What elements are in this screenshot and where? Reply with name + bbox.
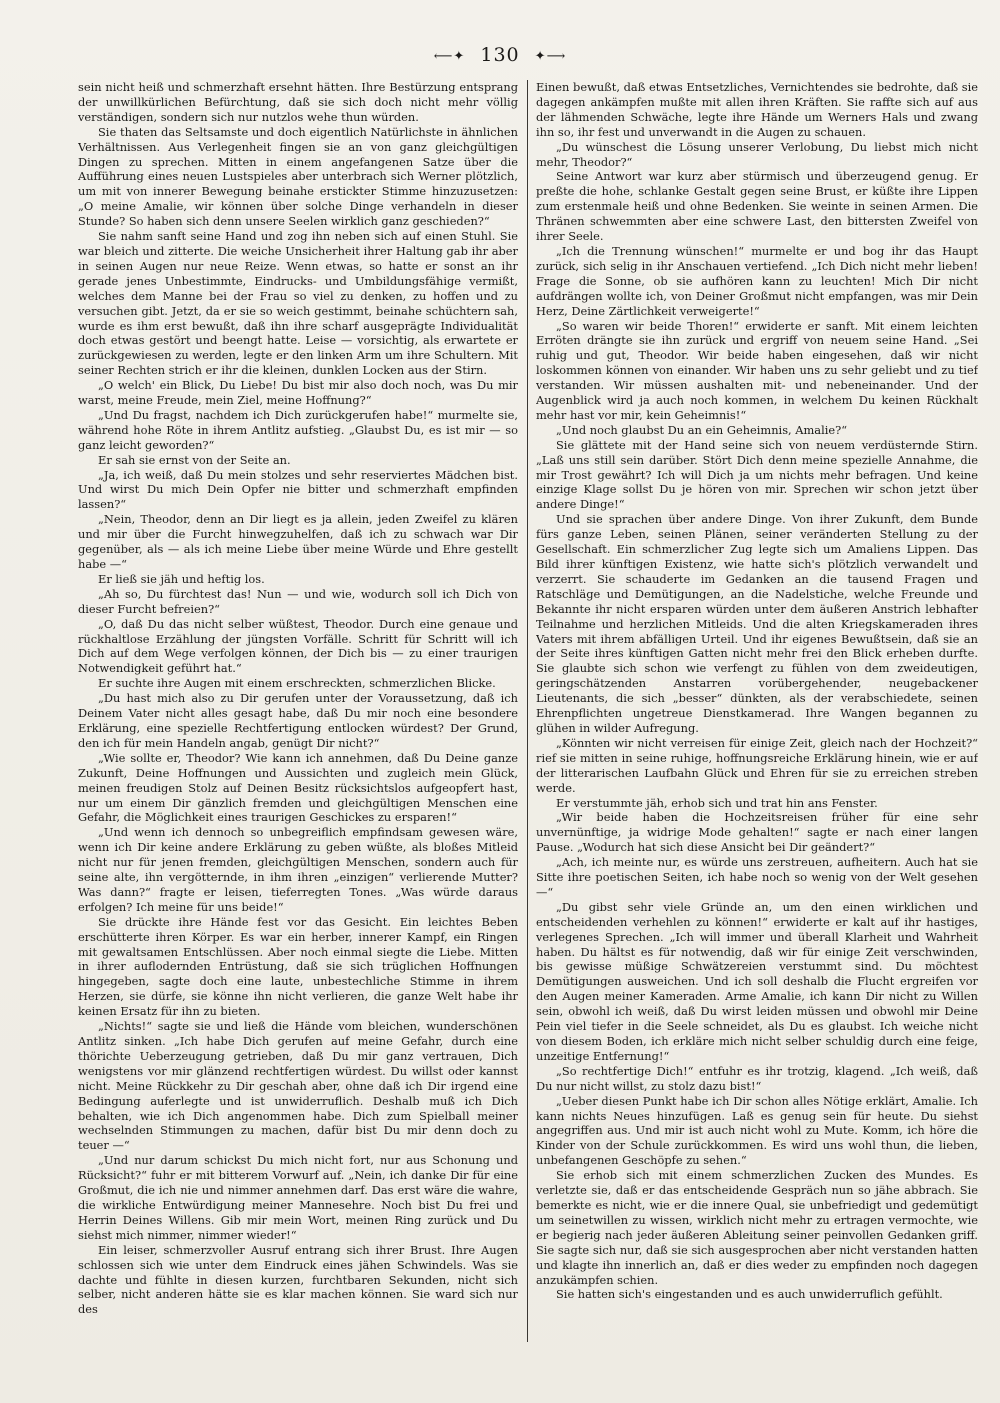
- paragraph: „Du gibst sehr viele Gründe an, um den einen wirklichen und entscheidenden verhehlen zu können!“ erwiderte er kalt auf ihr hastiges, verlegenes Sprechen. „Ich will immer und überall Klarheit und Wahrheit haben. Du hältst es für notwendig, daß wir für einige Zeit verschwinden, bis gewisse müßige Schwätzereien verstummt sind. Du möchtest Demütigungen ausweichen. Und ich soll deshalb die Flucht ergreifen vor den Augen meiner Kameraden. Arme Amalie, ich kann Dir nicht zu Willen sein, obwohl ich weiß, daß Du wirst leiden müssen und obwohl mir Deine Pein viel tiefer in die Seele schneidet, als Du es glaubst. Ich weiche nicht von diesem Boden, ich erkläre mich nicht selber schuldig durch eine feige, unzeitige Entfernung!“: [536, 899, 978, 1063]
- column-divider: [527, 80, 528, 1342]
- paragraph: „So rechtfertige Dich!“ entfuhr es ihr trotzig, klagend. „Ich weiß, daß Du nur nicht willst, zu stolz dazu bist!“: [536, 1063, 978, 1093]
- paragraph: Sie erhob sich mit einem schmerzlichen Zucken des Mundes. Es verletzte sie, daß er das entscheidende Gespräch nun so jähe abbrach. Sie bemerkte es nicht, wie er die innere Qual, sie unbefriedigt und gedemütigt um seinetwillen zu wissen, wirklich nicht mehr zu ertragen vermochte, wie er begierig nach jeder äußeren Ableitung seiner peinvollen Gedanken griff. Sie sagte sich nur, daß sie sich ausgesprochen aber nicht verstanden hatten und klagte ihn innerlich an, daß er dies weder zu empfinden noch dagegen anzukämpfen schien.: [536, 1168, 978, 1287]
- paragraph: „Ja, ich weiß, daß Du mein stolzes und sehr reserviertes Mädchen bist. Und wirst Du mich Dein Opfer nie bitter und schmerzhaft empfinden lassen?“: [78, 467, 518, 512]
- paragraph: „Ich die Trennung wünschen!“ murmelte er und bog ihr das Haupt zurück, sich selig in ihr Anschauen vertiefend. „Ich Dich nicht mehr lieben! Frage die Sonne, ob sie aufhören kann zu leuchten! Mich Dir nicht aufdrängen wollte ich, von Deiner Großmut nicht empfangen, was mir Dein Herz, Deine Zärtlichkeit verweigerte!“: [536, 243, 978, 318]
- paragraph: „Und nur darum schickst Du mich nicht fort, nur aus Schonung und Rücksicht?“ fuhr er mit bitterem Vorwurf auf. „Nein, ich danke Dir für eine Großmut, die ich nie und nimmer annehmen darf. Das erst wäre die wahre, die wirkliche Entwürdigung meiner Mannesehre. Noch bist Du frei und Herrin Deines Willens. Gib mir mein Wort, meinen Ring zurück und Du siehst mich nimmer, nimmer wieder!“: [78, 1153, 518, 1242]
- page-number: 130: [480, 44, 520, 66]
- page-header: [0, 44, 1000, 66]
- paragraph: „O, daß Du das nicht selber wüßtest, Theodor. Durch eine genaue und rückhaltlose Erzählung der jüngsten Vorfälle. Schritt für Schritt will ich Dich auf dem Wege verfolgen können, der Dich bis — zu einer traurigen Notwendigkeit geführt hat.“: [78, 616, 518, 676]
- paragraph: „Und Du fragst, nachdem ich Dich zurückgerufen habe!“ murmelte sie, während hohe Röte in ihrem Antlitz aufstieg. „Glaubst Du, es ist mir — so ganz leicht geworden?“: [78, 407, 518, 452]
- paragraph: „Du hast mich also zu Dir gerufen unter der Voraussetzung, daß ich Deinem Vater nicht alles gesagt habe, daß Du mir noch eine besondere Erklärung, eine spezielle Rechtfertigung entlocken würdest? Der Grund, den ich für mein Handeln angab, genügt Dir nicht?“: [78, 691, 518, 750]
- ornament-right: ✦⟶: [534, 48, 567, 64]
- paragraph: „Nein, Theodor, denn an Dir liegt es ja allein, jeden Zweifel zu klären und mir über die Furcht hinwegzuhelfen, daß ich zu schwach war Dir gegenüber, als — als ich meine Liebe über meine Würde und Ehre gestellt habe —“: [78, 512, 518, 571]
- paragraph: Sie glättete mit der Hand seine sich von neuem verdüsternde Stirn. „Laß uns still sein darüber. Stört Dich denn meine spezielle Annahme, die mir Trost gewährt? Ich will Dich ja um nichts mehr befragen. Und keine einzige Klage sollst Du je hören von mir. Sprechen wir schon jetzt über andere Dinge!“: [536, 437, 978, 512]
- paragraph: Sie thaten das Seltsamste und doch eigentlich Natürlichste in ähnlichen Verhältnissen. Aus Verlegenheit fingen sie an von ganz gleichgültigen Dingen zu sprechen. Mitten in einem angefangenen Satze über die Aufführung eines neuen Lustspieles aber unterbrach sich Werner plötzlich, um mit von innerer Bewegung beinahe erstickter Stimme hinzuzusetzen: „O meine Amalie, wir können über solche Dinge verhandeln in dieser Stunde? So haben sich denn unsere Seelen wirklich ganz geschieden?“: [78, 124, 518, 229]
- paragraph: Einen bewußt, daß etwas Entsetzliches, Vernichtendes sie bedrohte, daß sie dagegen ankämpfen mußte mit allen ihren Kräften. Sie raffte sich auf aus der lähmenden Schwäche, legte ihre Hände um Werners Hals und zwang ihn so, ihr fest und unverwandt in die Augen zu schauen.: [536, 80, 978, 139]
- paragraph: „Wir beide haben die Hochzeitsreisen früher für eine sehr unvernünftige, ja widrige Mode gehalten!“ sagte er nach einer langen Pause. „Wodurch hat sich diese Ansicht bei Dir geändert?“: [536, 810, 978, 855]
- paragraph: „Ah so, Du fürchtest das! Nun — und wie, wodurch soll ich Dich von dieser Furcht befreien?“: [78, 586, 518, 616]
- paragraph: „Könnten wir nicht verreisen für einige Zeit, gleich nach der Hochzeit?“ rief sie mitten in seine ruhige, hoffnungsreiche Erklärung hinein, wie er auf der litterarischen Laufbahn Glück und Ehren für sie zu erreichen streben werde.: [536, 735, 978, 795]
- paragraph: Er verstummte jäh, erhob sich und trat hin ans Fenster.: [556, 795, 878, 810]
- paragraph: Er suchte ihre Augen mit einem erschreckten, schmerzlichen Blicke.: [98, 676, 496, 691]
- paragraph: sein nicht heiß und schmerzhaft ersehnt hätten. Ihre Bestürzung entsprang der unwillkürlichen Befürchtung, daß sie sich doch nicht mehr völlig verständigen, sondern sich nur nutzlos wehe thun würden.: [78, 80, 518, 124]
- paragraph: „O welch' ein Blick, Du Liebe! Du bist mir also doch noch, was Du mir warst, meine Freude, mein Ziel, meine Hoffnung?“: [78, 378, 518, 408]
- ornament-left: ⟵✦: [433, 48, 466, 64]
- paragraph: „Wie sollte er, Theodor? Wie kann ich annehmen, daß Du Deine ganze Zukunft, Deine Hoffnungen und Aussichten und zugleich mein Glück, meinen freudigen Stolz auf Deinen Besitz rücksichtslos aufgeopfert hast, nur um einem Dir gänzlich fremden und gleichgültigen Menschen eine Gefahr, die Möglichkeit eines traurigen Geschickes zu ersparen!“: [78, 750, 518, 825]
- paragraph: „Und wenn ich dennoch so unbegreiflich empfindsam gewesen wäre, wenn ich Dir keine andere Erklärung zu geben wüßte, als bloßes Mitleid nicht nur für jenen fremden, gleichgültigen Menschen, sondern auch für seine alte, ihn vergötternde, in ihm ihren „einzigen“ verlierende Mutter? Was dann?“ fragte er leisen, tieferregten Tones. „Was würde daraus erfolgen? Ich meine für uns beide!“: [78, 825, 518, 914]
- paragraph: „Ach, ich meinte nur, es würde uns zerstreuen, aufheitern. Auch hat sie Sitte ihre poetischen Seiten, ich habe noch so wenig von der Welt gesehen —“: [536, 855, 978, 899]
- paragraph: Er sah sie ernst von der Seite an.: [98, 452, 291, 467]
- left-text-column: [78, 80, 518, 1342]
- paragraph: Seine Antwort war kurz aber stürmisch und überzeugend genug. Er preßte die hohe, schlanke Gestalt gegen seine Brust, er küßte ihre Lippen zum erstenmale heiß und ohne Bedenken. Sie weinte in seinen Armen. Die Thränen schwemmten aber eine schwere Last, den bittersten Zweifel von ihrer Seele.: [536, 169, 978, 244]
- paragraph: Sie drückte ihre Hände fest vor das Gesicht. Ein leichtes Beben erschütterte ihren Körper. Es war ein herber, innerer Kampf, ein Ringen mit gewaltsamen Entschlüssen. Aber noch einmal siegte die Liebe. Mitten in ihrer auflodernden Entrüstung, daß sie sich trüglichen Hoffnungen hingegeben, sagte doch eine laute, unbestechliche Stimme in ihrem Herzen, sie dürfe, sie könne ihn nicht verlieren, die ganze Welt habe ihr keinen Ersatz für ihn zu bieten.: [78, 914, 518, 1019]
- paragraph: „So waren wir beide Thoren!“ erwiderte er sanft. Mit einem leichten Erröten drängte sie ihn zurück und ergriff von neuem seine Hand. „Sei ruhig und gut, Theodor. Wir beide haben eingesehen, daß wir nicht loskommen können von einander. Wir haben uns zu sehr geliebt und zu tief verstanden. Wir müssen aushalten mit- und nebeneinander. Und der Augenblick wird ja auch noch kommen, in welchem Du keinen Rückhalt mehr hast vor mir, kein Geheimnis!“: [536, 318, 978, 422]
- paragraph: Ein leiser, schmerzvoller Ausruf entrang sich ihrer Brust. Ihre Augen schlossen sich wie unter dem Eindruck eines jähen Schwindels. Was sie dachte und fühlte in diesen kurzen, furchtbaren Sekunden, nicht sich selber, nicht anderen hätte sie es klar machen können. Sie ward sich nur des: [78, 1242, 518, 1317]
- paragraph: Sie hatten sich's eingestanden und es auch unwiderruflich gefühlt.: [556, 1287, 943, 1302]
- paragraph: Und sie sprachen über andere Dinge. Von ihrer Zukunft, dem Bunde fürs ganze Leben, seinen Plänen, seiner veränderten Stellung zu der Gesellschaft. Ein schmerzlicher Zug legte sich um Amaliens Lippen. Das Bild ihrer künftigen Existenz, wie hatte sich's plötzlich verwandelt und verzerrt. Sie schauderte im Gedanken an die tausend Fragen und Ratschläge und Demütigungen, an die Nadelstiche, welche Freunde und Bekannte ihr nicht ersparen würden unter dem äußeren Anstrich lebhafter Teilnahme und herzlichen Mitleids. Und die alten Kriegskameraden ihres Vaters mit ihrem abfälligen Urteil. Und ihr eigenes Bewußtsein, daß sie an der Seite ihres künftigen Gatten nicht mehr frei den Blick erheben durfte. Sie glaubte sich schon wie verfengt zu fühlen von dem zweideutigen, geringschätzenden Anstarren vorübergehender, neugebackener Lieutenants, die sich „besser“ dünkten, als der verabschiedete, seinen Ehrenpflichten ungetreue Dienstkamerad. Ihre Wangen begannen zu glühen in wilder Aufregung.: [536, 512, 978, 735]
- paragraph: „Und noch glaubst Du an ein Geheimnis, Amalie?“: [556, 422, 848, 437]
- right-text-column: [536, 80, 978, 1342]
- paragraph: „Ueber diesen Punkt habe ich Dir schon alles Nötige erklärt, Amalie. Ich kann nichts Neues hinzufügen. Laß es genug sein für heute. Du siehst angegriffen aus. Und mir ist auch nicht wohl zu Mute. Komm, ich höre die Kinder von der Schule zurückkommen. Es wird uns wohl thun, die lieben, unbefangenen Geschöpfe zu sehen.“: [536, 1093, 978, 1168]
- paragraph: „Nichts!“ sagte sie und ließ die Hände vom bleichen, wunderschönen Antlitz sinken. „Ich habe Dich gerufen auf meine Gefahr, durch eine thörichte Ueberzeugung getrieben, daß Du mir ganz vertrauen, Dich wenigstens vor mir glänzend rechtfertigen würdest. Du willst oder kannst nicht. Meine Rückkehr zu Dir geschah aber, ohne daß ich Dir irgend eine Bedingung auferlegte und ist unwiderruflich. Deshalb muß ich Dich behalten, wie ich Dich angenommen habe. Dich zum Spielball meiner wechselnden Stimmungen zu machen, dafür bist Du mir denn doch zu teuer —“: [78, 1019, 518, 1153]
- paragraph: „Du wünschest die Lösung unserer Verlobung, Du liebst mich nicht mehr, Theodor?“: [536, 139, 978, 169]
- paragraph: Sie nahm sanft seine Hand und zog ihn neben sich auf einen Stuhl. Sie war bleich und zitterte. Die weiche Unsicherheit ihrer Haltung gab ihr aber in seinen Augen nur neue Reize. Wenn etwas, so hatte er sonst an ihr gerade jenes Unbestimmte, Eindrucks- und Umbildungsfähige vermißt, welches dem Manne bei der Frau so viel zu denken, zu hoffen und zu versuchen gibt. Jetzt, da er sie so weich gestimmt, beinahe schüchtern sah, wurde es ihm erst bewußt, daß ihn ihre scharf ausgeprägte Individualität doch etwas gestört und beengt hatte. Leise — vorsichtig, als erwartete er zurückgewiesen zu werden, legte er den linken Arm um ihre Schultern. Mit seiner Rechten strich er ihr die kleinen, dunklen Locken aus der Stirn.: [78, 229, 518, 378]
- paragraph: Er ließ sie jäh und heftig los.: [98, 571, 265, 586]
